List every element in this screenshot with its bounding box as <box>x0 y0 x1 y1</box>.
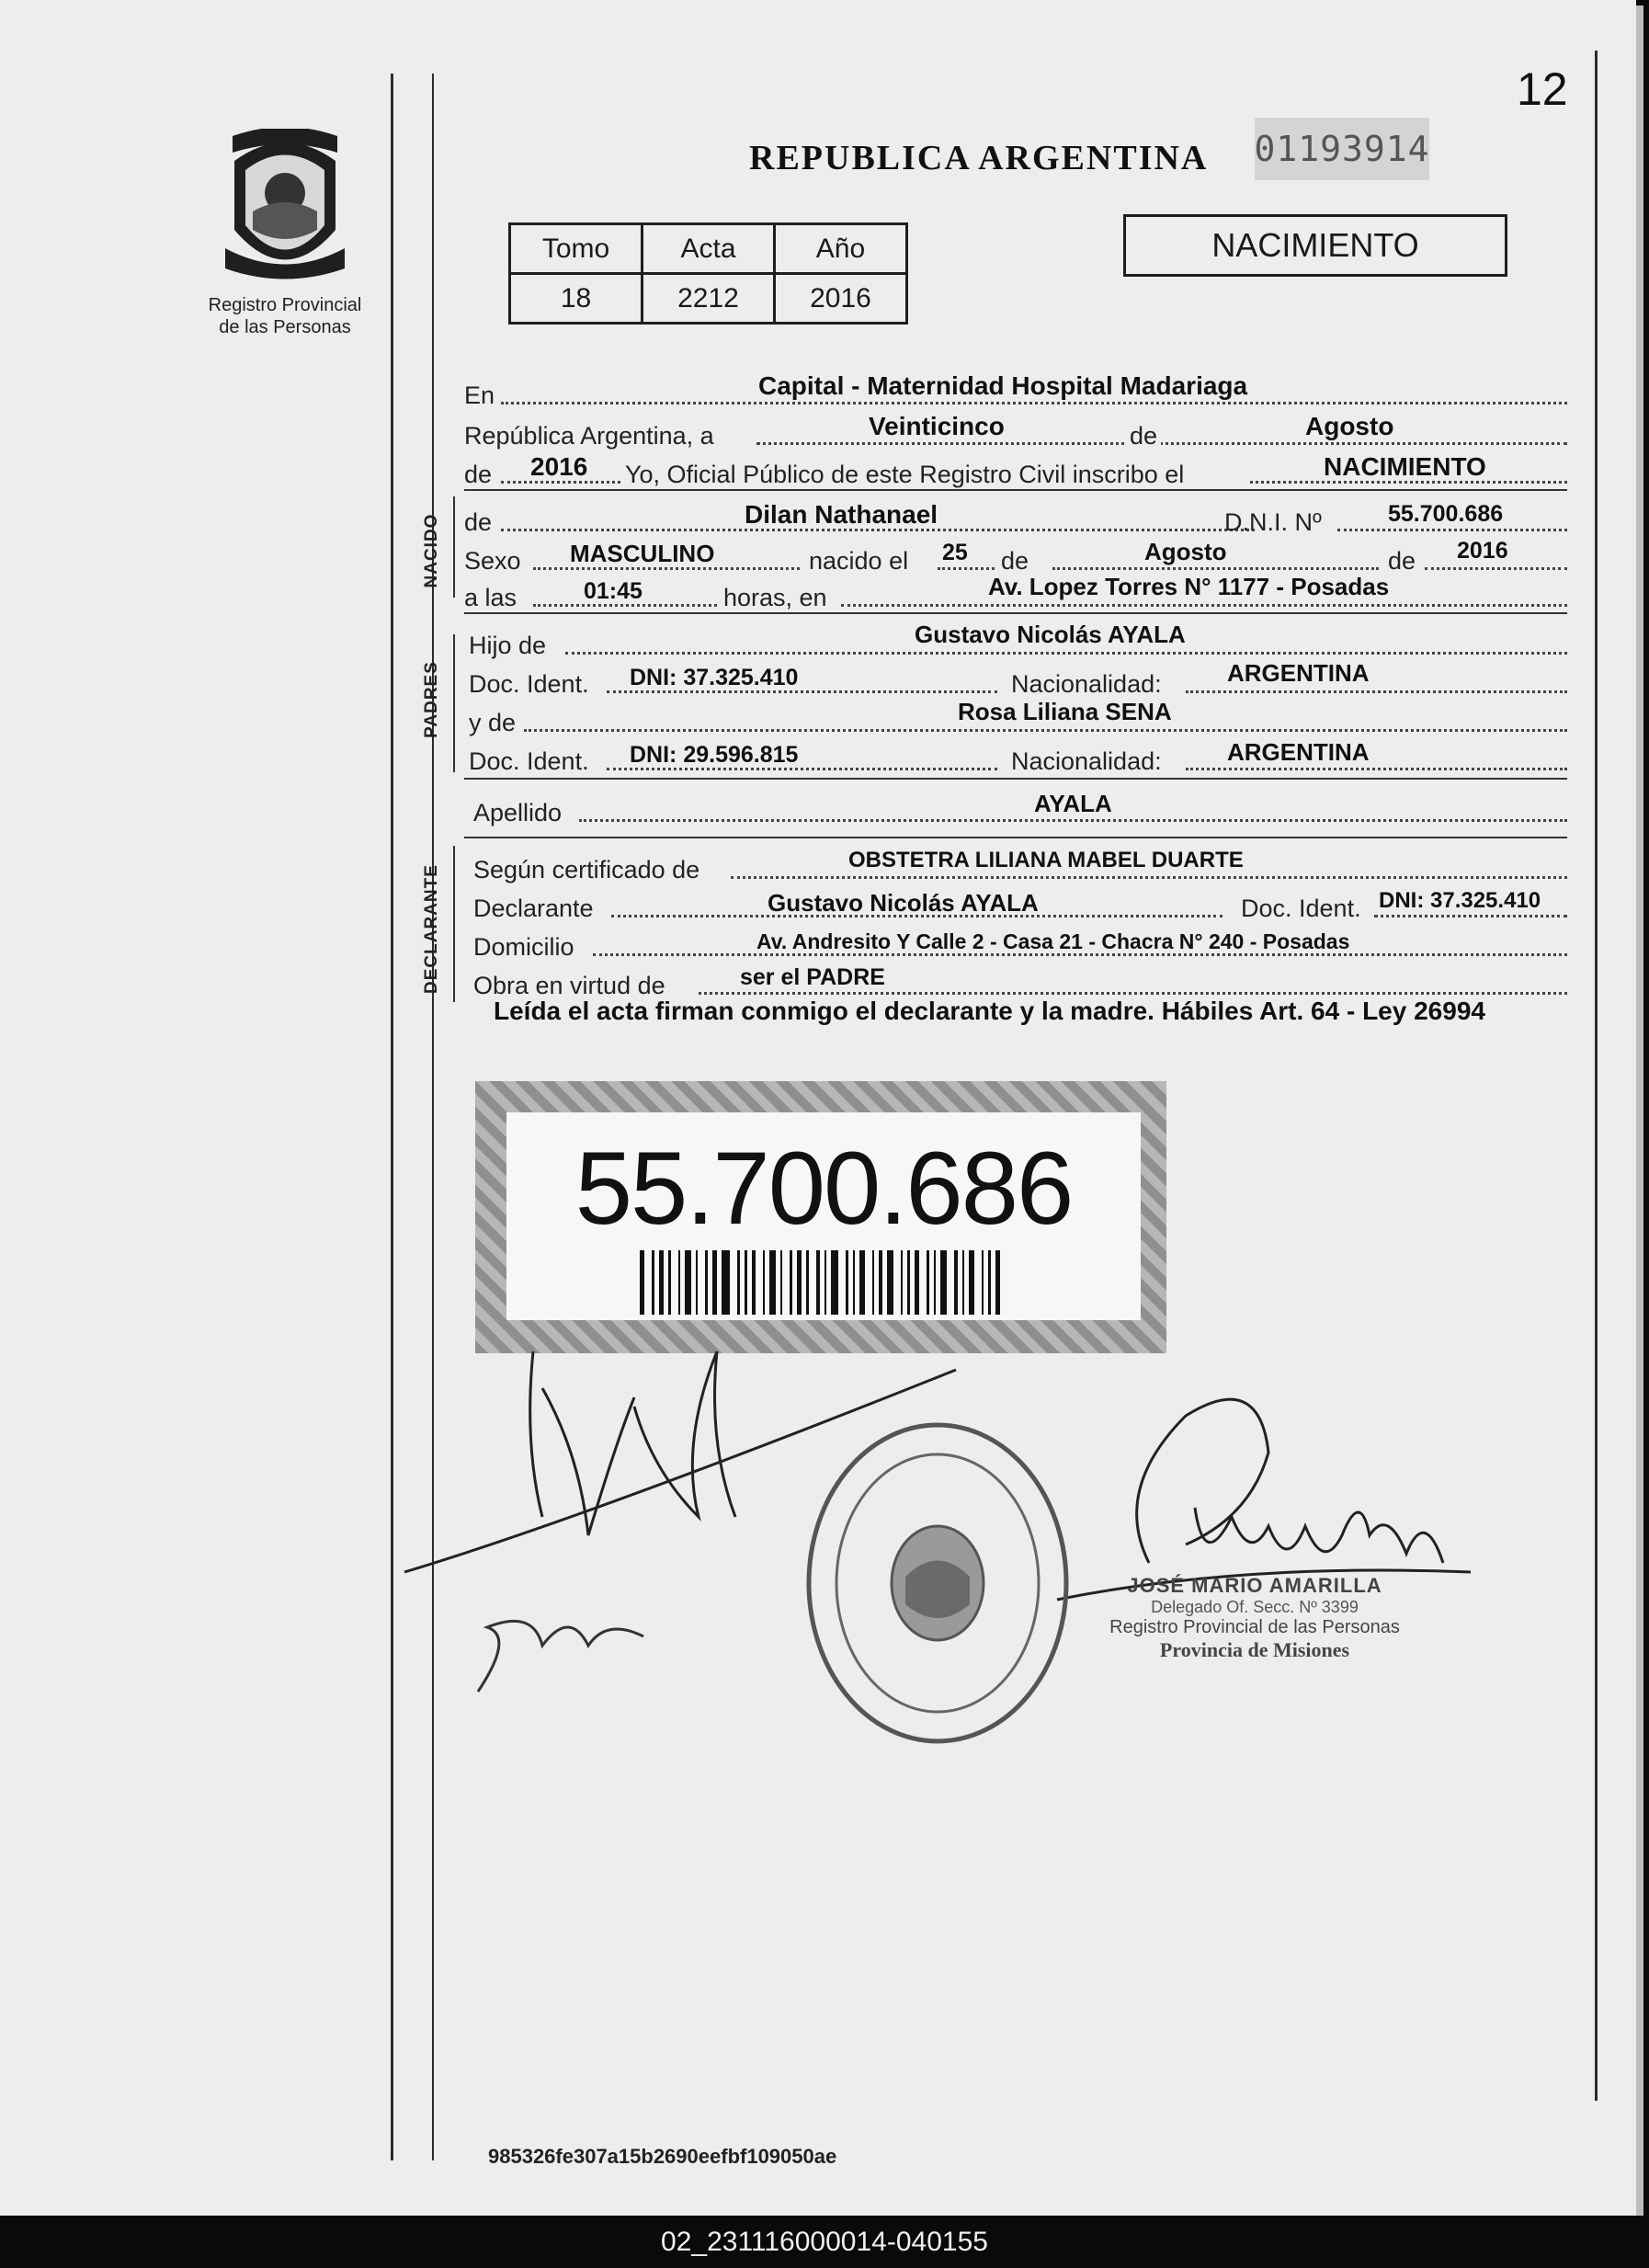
province-seal-icon <box>216 129 354 285</box>
barcode-bar <box>752 1250 756 1315</box>
birth-month-value: Agosto <box>1144 538 1227 565</box>
section-label-declarante: DECLARANTE <box>422 864 441 994</box>
barcode-bar <box>982 1250 984 1315</box>
republica-label: República Argentina, a <box>464 422 714 450</box>
barcode-bar <box>887 1250 893 1315</box>
en-label: En <box>464 382 495 409</box>
intro-line-place <box>464 371 1567 412</box>
barcode-bar <box>872 1250 875 1315</box>
margin-line <box>391 74 393 2160</box>
barcode-bar <box>954 1250 958 1315</box>
barcode-bar <box>901 1250 904 1315</box>
official-stamp-icon <box>800 1416 1075 1751</box>
nacido-line-birth <box>464 538 1567 577</box>
mother-nationality-value: ARGENTINA <box>1227 738 1370 766</box>
page-number: 12 <box>1517 63 1568 115</box>
nacido-label: nacido el <box>809 547 909 575</box>
de-label: de <box>464 508 493 536</box>
barcode-bar <box>907 1250 910 1315</box>
doc-label: Doc. Ident. <box>1241 895 1361 922</box>
official-province: Provincia de Misiones <box>1159 1638 1350 1661</box>
barcode-bar <box>790 1250 792 1315</box>
barcode-bar <box>797 1250 802 1315</box>
barcode-bar <box>668 1250 671 1315</box>
apellido-line <box>464 792 1567 829</box>
serial-number: 01193914 <box>1255 118 1429 180</box>
footer-file-id: 02_231116000014-040155 <box>0 2216 1649 2268</box>
year-value: 2016 <box>530 452 588 481</box>
declarante-label: Declarante <box>473 895 594 922</box>
apellido-label: Apellido <box>473 799 563 826</box>
barcode-bar <box>969 1250 973 1315</box>
table-value-tomo: 18 <box>510 274 643 324</box>
event-value: NACIMIENTO <box>1324 452 1486 481</box>
de-label: de <box>464 461 493 488</box>
barcode-bar <box>934 1250 937 1315</box>
barcode-bar <box>962 1250 965 1315</box>
barcode-bar <box>853 1250 856 1315</box>
table-header-ano: Año <box>775 224 907 274</box>
barcode-bar <box>879 1250 882 1315</box>
document-hash: 985326fe307a15b2690eefbf109050ae <box>488 2145 837 2168</box>
father-name-value: Gustavo Nicolás AYALA <box>915 621 1186 648</box>
certificate-type-box: NACIMIENTO <box>1123 214 1507 277</box>
intro-line-officer <box>464 454 1567 491</box>
padres-line-father-doc <box>464 659 1567 701</box>
mother-doc-value: DNI: 29.596.815 <box>630 742 799 768</box>
padres-line-father <box>464 621 1567 662</box>
birth-year-value: 2016 <box>1457 538 1508 564</box>
barcode-bar <box>712 1250 717 1315</box>
barcode-bar <box>640 1250 644 1315</box>
child-dni-value: 55.700.686 <box>1388 501 1504 527</box>
padres-line-mother <box>464 698 1567 739</box>
intro-line-date <box>464 412 1567 452</box>
segun-label: Según certificado de <box>473 856 700 883</box>
barcode-bar <box>927 1250 929 1315</box>
section-label-nacido: NACIDO <box>422 513 441 588</box>
official-name: JOSÉ MARIO AMARILLA <box>1127 1574 1382 1597</box>
place-value: Capital - Maternidad Hospital Madariaga <box>758 371 1248 400</box>
domicilio-label: Domicilio <box>473 933 574 961</box>
birth-address-value: Av. Lopez Torres N° 1177 - Posadas <box>988 573 1390 600</box>
declarante-line-address <box>464 927 1567 963</box>
record-table-value-row <box>510 274 907 324</box>
barcode-bar <box>988 1250 991 1315</box>
yde-label: y de <box>469 709 517 736</box>
barcode-bar <box>995 1250 1000 1315</box>
dni-big-number: 55.700.686 <box>574 1131 1073 1246</box>
declarante-name-value: Gustavo Nicolás AYALA <box>768 889 1039 917</box>
declarante-address-value: Av. Andresito Y Calle 2 - Casa 21 - Chacra N° 240 - Posadas <box>756 929 1350 953</box>
father-nationality-value: ARGENTINA <box>1227 659 1370 687</box>
declarante-doc-value: DNI: 37.325.410 <box>1379 888 1541 913</box>
record-table-header-row <box>510 224 907 274</box>
de-label: de <box>1388 547 1416 575</box>
barcode-bar <box>705 1250 708 1315</box>
father-doc-value: DNI: 37.325.410 <box>630 665 799 690</box>
barcode-bar <box>696 1250 699 1315</box>
table-value-ano: 2016 <box>775 274 907 324</box>
barcode-bar <box>678 1250 681 1315</box>
dni-label: D.N.I. Nº <box>1224 508 1322 536</box>
barcode-bar <box>745 1250 747 1315</box>
barcode-bar <box>806 1250 809 1315</box>
birth-time-value: 01:45 <box>584 578 643 604</box>
barcode-bar <box>769 1250 776 1315</box>
officer-text: Yo, Oficial Público de este Registro Civil inscribo el <box>625 461 1185 488</box>
birth-day-value: 25 <box>942 540 968 565</box>
barcode-bar <box>824 1250 827 1315</box>
table-value-acta: 2212 <box>643 274 775 324</box>
section-label-padres: PADRES <box>422 661 441 738</box>
barcode-bar <box>915 1250 919 1315</box>
nacido-line-time <box>464 573 1567 614</box>
barcode-bar <box>859 1250 864 1315</box>
right-margin-line <box>1595 51 1598 2101</box>
child-name-value: Dilan Nathanael <box>745 500 938 529</box>
month-value: Agosto <box>1305 412 1394 440</box>
barcode-bar <box>940 1250 947 1315</box>
sexo-value: MASCULINO <box>570 540 715 567</box>
nacido-line-name <box>464 502 1567 539</box>
official-org: Registro Provincial de las Personas <box>1109 1617 1400 1637</box>
record-table <box>508 222 908 325</box>
alas-label: a las <box>464 584 517 611</box>
table-header-tomo: Tomo <box>510 224 643 274</box>
registry-logo-block <box>179 129 391 338</box>
de-label: de <box>997 547 1032 576</box>
margin-line-inner <box>432 74 434 2160</box>
barcode-bar <box>846 1250 848 1315</box>
barcode-bar <box>831 1250 838 1315</box>
hijo-label: Hijo de <box>469 632 547 659</box>
mother-name-value: Rosa Liliana SENA <box>958 698 1172 725</box>
barcode-bar <box>652 1250 654 1315</box>
apellido-value: AYALA <box>1034 790 1112 817</box>
barcode-bar <box>659 1250 664 1315</box>
official-role: Delegado Of. Secc. Nº 3399 <box>1151 1598 1359 1616</box>
registry-caption-line1: Registro Provincial <box>208 295 362 315</box>
day-words-value: Veinticinco <box>869 412 1005 440</box>
declarante-line-name <box>464 888 1567 925</box>
registry-caption-line2: de las Personas <box>219 317 351 337</box>
nacionalidad-label: Nacionalidad: <box>1011 747 1162 775</box>
closing-statement: Leída el acta firman conmigo el declarante y la madre. Hábiles Art. 64 - Ley 26994 <box>494 997 1485 1025</box>
dni-label-card <box>475 1081 1166 1353</box>
barcode-bar <box>763 1250 766 1315</box>
barcode-bar <box>737 1250 740 1315</box>
dni-label-inner <box>506 1112 1141 1320</box>
barcode-icon <box>640 1250 1007 1315</box>
capacity-value: ser el PADRE <box>740 964 885 990</box>
padres-line-mother-doc <box>464 738 1567 778</box>
horas-label: horas, en <box>723 584 827 611</box>
doc-label: Doc. Ident. <box>469 747 589 775</box>
obra-label: Obra en virtud de <box>473 972 665 999</box>
sexo-label: Sexo <box>464 547 521 575</box>
barcode-bar <box>722 1250 730 1315</box>
table-header-acta: Acta <box>643 224 775 274</box>
certificate-by-value: OBSTETRA LILIANA MABEL DUARTE <box>848 848 1244 872</box>
barcode-bar <box>816 1250 820 1315</box>
de-label: de <box>1126 422 1161 450</box>
document-title: REPUBLICA ARGENTINA <box>749 139 1209 177</box>
barcode-bar <box>685 1250 691 1315</box>
nacionalidad-label: Nacionalidad: <box>1011 670 1162 698</box>
barcode-bar <box>780 1250 783 1315</box>
doc-label: Doc. Ident. <box>469 670 589 698</box>
official-stamp-text <box>1089 1574 1420 1662</box>
declarante-line-certificate <box>464 849 1567 886</box>
